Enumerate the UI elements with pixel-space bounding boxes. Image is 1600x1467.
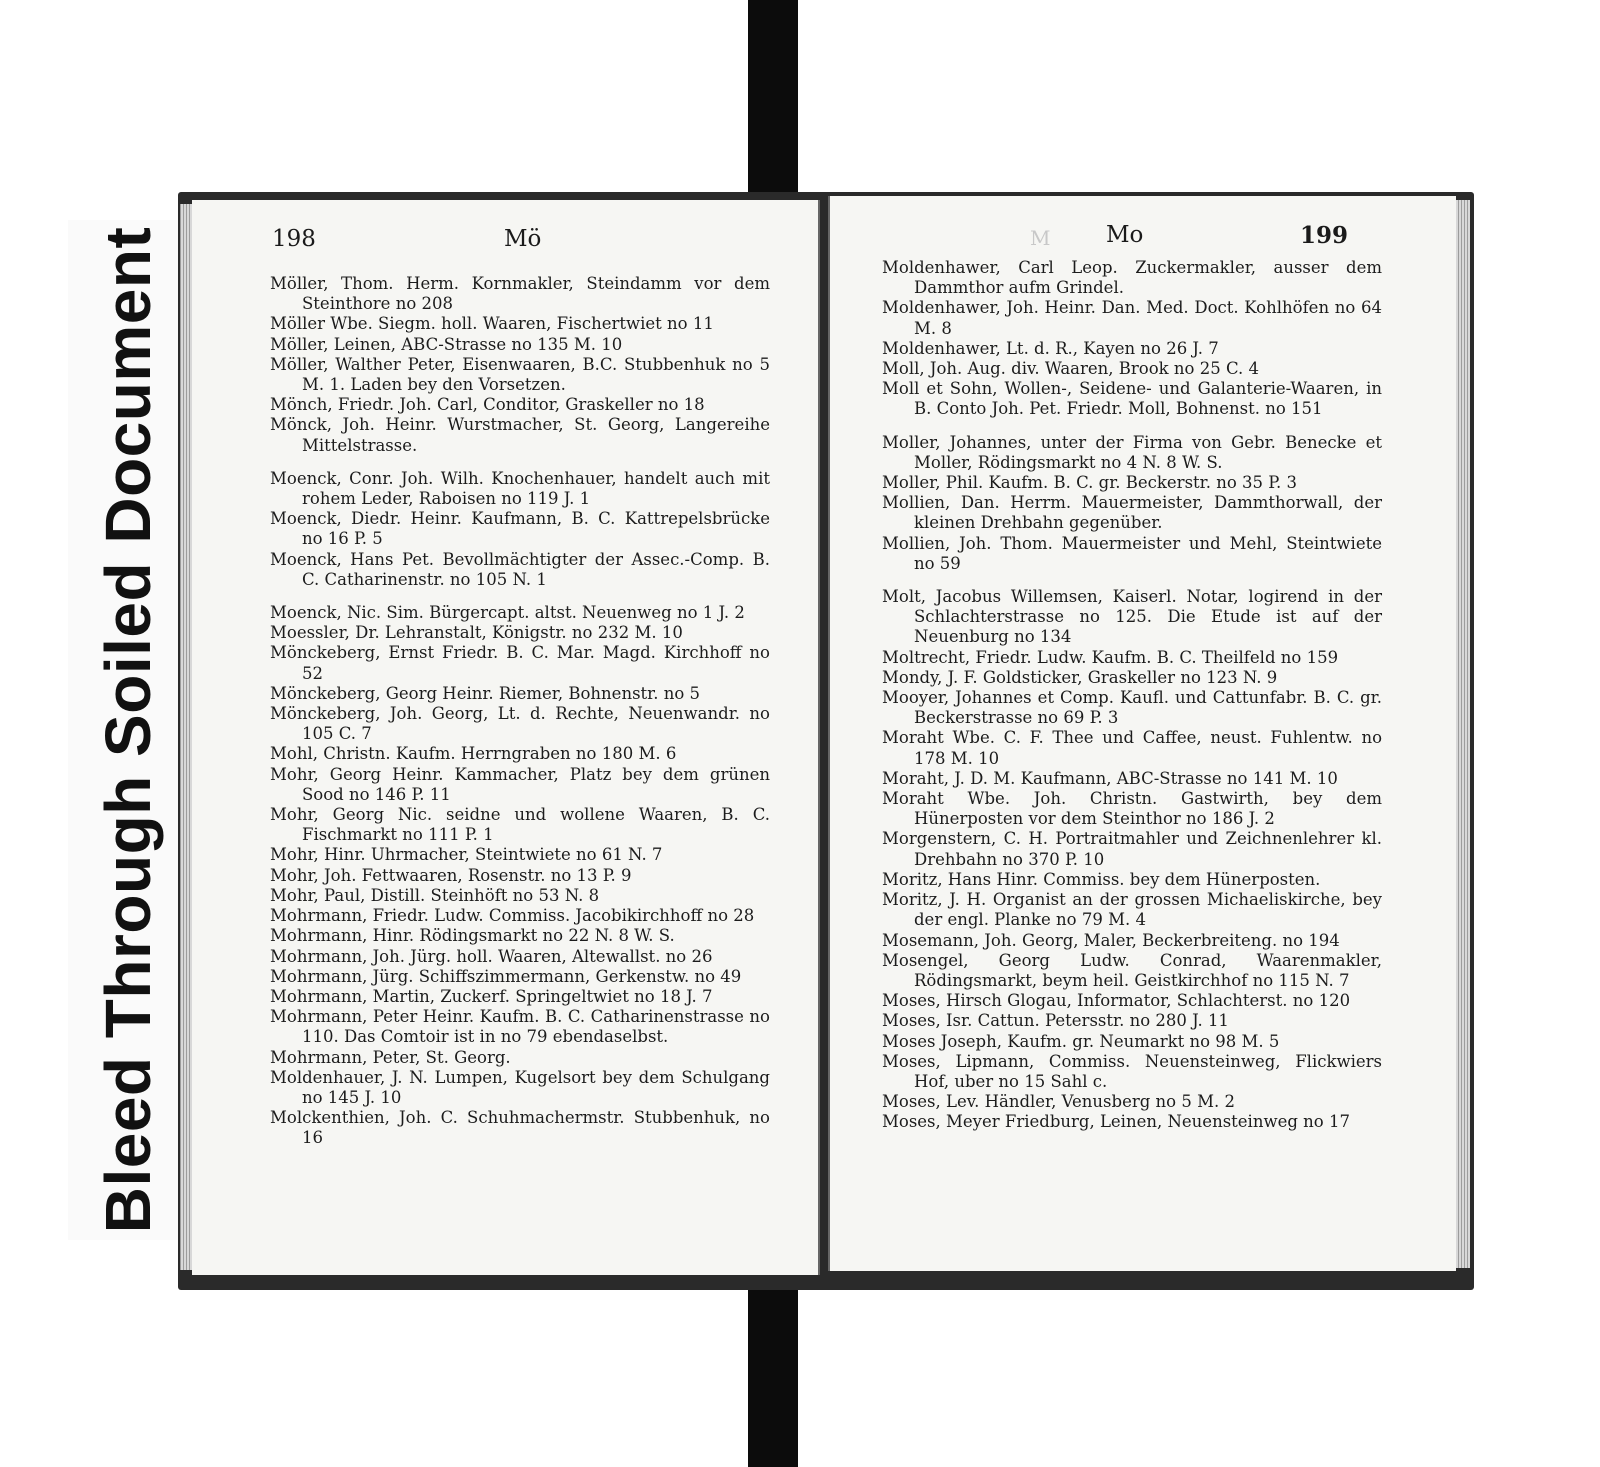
page-heading: Mo <box>1106 222 1144 248</box>
directory-entry: Möller, Thom. Herm. Kornmakler, Steindamm vor dem Steinthore no 208 <box>270 274 770 314</box>
directory-entry: Mohrmann, Peter, St. Georg. <box>270 1047 511 1067</box>
directory-entry: Moessler, Dr. Lehranstalt, Königstr. no 232 M. 10 <box>270 623 683 643</box>
directory-entry: Moldenhawer, Lt. d. R., Kayen no 26 J. 7 <box>882 338 1219 358</box>
directory-entry: Moller, Johannes, unter der Firma von Gebr. Benecke et Moller, Rödingsmarkt no 4 N. 8 W. S. <box>882 432 1382 472</box>
directory-entry: Moldenhawer, Carl Leop. Zuckermakler, ausser dem Dammthor aufm Grindel. <box>882 258 1382 298</box>
page-number: 198 <box>272 226 316 252</box>
directory-entry: Moses, Meyer Friedburg, Leinen, Neuensteinweg no 17 <box>882 1112 1350 1132</box>
directory-entry: Mönch, Friedr. Joh. Carl, Conditor, Graskeller no 18 <box>270 395 705 415</box>
directory-entry: Mohrmann, Peter Heinr. Kaufm. B. C. Catharinenstrasse no 110. Das Comtoir ist in no 79 ebendaselbst. <box>270 1007 770 1047</box>
directory-entry: Mondy, J. F. Goldsticker, Graskeller no 123 N. 9 <box>882 667 1278 687</box>
directory-entry: Möller Wbe. Siegm. holl. Waaren, Fischertwiet no 11 <box>270 314 714 334</box>
page-header <box>830 222 1456 258</box>
directory-entry: Mohr, Georg Heinr. Kammacher, Platz bey dem grünen Sood no 146 P. 11 <box>270 764 770 804</box>
bleed-through-heading: M <box>1030 226 1051 250</box>
directory-entry: Mollien, Dan. Herrm. Mauermeister, Dammthorwall, der kleinen Drehbahn gegenüber. <box>882 493 1382 533</box>
directory-entry: Mohrmann, Joh. Jürg. holl. Waaren, Altewallst. no 26 <box>270 946 713 966</box>
directory-entry: Moses, Lipmann, Commiss. Neuensteinweg, Flickwiers Hof, uber no 15 Sahl c. <box>882 1051 1382 1091</box>
directory-entry: Moenck, Nic. Sim. Bürgercapt. altst. Neuenweg no 1 J. 2 <box>270 603 745 623</box>
directory-entry: Moses Joseph, Kaufm. gr. Neumarkt no 98 M. 5 <box>882 1031 1280 1051</box>
directory-entry: Moraht, J. D. M. Kaufmann, ABC-Strasse no 141 M. 10 <box>882 768 1338 788</box>
page-edges-right <box>1456 200 1470 1268</box>
directory-entry: Moses, Hirsch Glogau, Informator, Schlachterst. no 120 <box>882 991 1351 1011</box>
binding-strap-top <box>748 0 798 200</box>
directory-entry: Moritz, J. H. Organist an der grossen Michaeliskirche, bey der engl. Planke no 79 M. 4 <box>882 890 1382 930</box>
directory-entry: Mohrmann, Friedr. Ludw. Commiss. Jacobikirchhoff no 28 <box>270 906 755 926</box>
directory-entry: Mollien, Joh. Thom. Mauermeister und Mehl, Steintwiete no 59 <box>882 533 1382 573</box>
directory-entry: Moldenhawer, Joh. Heinr. Dan. Med. Doct. Kohlhöfen no 64 M. 8 <box>882 298 1382 338</box>
directory-entry: Mohr, Paul, Distill. Steinhöft no 53 N. 8 <box>270 885 600 905</box>
directory-entry: Mohrmann, Hinr. Rödingsmarkt no 22 N. 8 W. S. <box>270 926 675 946</box>
page-edges-left <box>180 204 192 1270</box>
directory-entry: Moritz, Hans Hinr. Commiss. bey dem Hünerposten. <box>882 869 1321 889</box>
entry-list <box>270 274 770 1149</box>
directory-entry: Mönckeberg, Ernst Friedr. B. C. Mar. Magd. Kirchhoff no 52 <box>270 643 770 683</box>
directory-entry: Mohl, Christn. Kaufm. Herrngraben no 180 M. 6 <box>270 744 677 764</box>
directory-entry: Mohr, Hinr. Uhrmacher, Steintwiete no 61 N. 7 <box>270 845 663 865</box>
directory-entry: Moenck, Diedr. Heinr. Kaufmann, B. C. Kattrepelsbrücke no 16 P. 5 <box>270 509 770 549</box>
directory-entry: Mooyer, Johannes et Comp. Kaufl. und Cattunfabr. B. C. gr. Beckerstrasse no 69 P. 3 <box>882 688 1382 728</box>
directory-entry: Morgenstern, C. H. Portraitmahler und Zeichnenlehrer kl. Drehbahn no 370 P. 10 <box>882 829 1382 869</box>
directory-entry: Mönckeberg, Georg Heinr. Riemer, Bohnenstr. no 5 <box>270 683 701 703</box>
page-number: 199 <box>1299 222 1348 249</box>
entry-list <box>882 258 1382 1133</box>
directory-entry: Moraht Wbe. Joh. Christn. Gastwirth, bey dem Hünerposten vor dem Steinthor no 186 J. 2 <box>882 789 1382 829</box>
directory-entry: Molt, Jacobus Willemsen, Kaiserl. Notar, logirend in der Schlachterstrasse no 125. Die Etude ist auf der Neuenburg no 134 <box>882 587 1382 647</box>
directory-entry: Moenck, Hans Pet. Bevollmächtigter der Assec.-Comp. B. C. Catharinenstr. no 105 N. 1 <box>270 549 770 589</box>
directory-entry: Moll, Joh. Aug. div. Waaren, Brook no 25 C. 4 <box>882 359 1259 379</box>
directory-entry: Mönckeberg, Joh. Georg, Lt. d. Rechte, Neuenwandr. no 105 C. 7 <box>270 704 770 744</box>
directory-entry: Mohrmann, Jürg. Schiffszimmermann, Gerkenstw. no 49 <box>270 966 742 986</box>
directory-entry: Mohr, Georg Nic. seidne und wollene Waaren, B. C. Fischmarkt no 111 P. 1 <box>270 805 770 845</box>
directory-entry: Moltrecht, Friedr. Ludw. Kaufm. B. C. Theilfeld no 159 <box>882 647 1339 667</box>
page-heading: Mö <box>504 226 542 252</box>
directory-entry: Moll et Sohn, Wollen-, Seidene- und Galanterie-Waaren, in B. Conto Joh. Pet. Friedr. Moll, Bohnenst. no 151 <box>882 379 1382 419</box>
directory-entry: Moses, Lev. Händler, Venusberg no 5 M. 2 <box>882 1092 1235 1112</box>
directory-entry: Mosemann, Joh. Georg, Maler, Beckerbreiteng. no 194 <box>882 930 1340 950</box>
directory-entry: Möller, Leinen, ABC-Strasse no 135 M. 10 <box>270 334 623 354</box>
directory-entry: Moses, Isr. Cattun. Petersstr. no 280 J. 11 <box>882 1011 1229 1031</box>
directory-entry: Moenck, Conr. Joh. Wilh. Knochenhauer, handelt auch mit rohem Leder, Raboisen no 119 J. 1 <box>270 468 770 509</box>
page-header <box>192 226 818 262</box>
left-page <box>192 200 820 1275</box>
directory-entry: Molckenthien, Joh. C. Schuhmachermstr. Stubbenhuk, no 16 <box>270 1108 770 1148</box>
directory-entry: Moldenhauer, J. N. Lumpen, Kugelsort bey dem Schulgang no 145 J. 10 <box>270 1067 770 1107</box>
directory-entry: Moraht Wbe. C. F. Thee und Caffee, neust. Fuhlentw. no 178 M. 10 <box>882 728 1382 768</box>
directory-entry: Moller, Phil. Kaufm. B. C. gr. Beckerstr. no 35 P. 3 <box>882 473 1298 493</box>
directory-entry: Mönck, Joh. Heinr. Wurstmacher, St. Georg, Langereihe Mittelstrasse. <box>270 415 770 455</box>
directory-entry: Mohrmann, Martin, Zuckerf. Springeltwiet no 18 J. 7 <box>270 986 713 1006</box>
side-label: Bleed Through Soiled Document <box>92 226 164 1234</box>
binding-strap-bottom <box>748 1270 798 1467</box>
directory-entry: Möller, Walther Peter, Eisenwaaren, B.C. Stubbenhuk no 5 M. 1. Laden bey den Vorsetzen. <box>270 354 770 395</box>
directory-entry: Mohr, Joh. Fettwaaren, Rosenstr. no 13 P. 9 <box>270 865 632 885</box>
directory-entry: Mosengel, Georg Ludw. Conrad, Waarenmakler, Rödingsmarkt, beym heil. Geistkirchhof no 115 N. 7 <box>882 950 1382 990</box>
right-page <box>828 196 1456 1271</box>
